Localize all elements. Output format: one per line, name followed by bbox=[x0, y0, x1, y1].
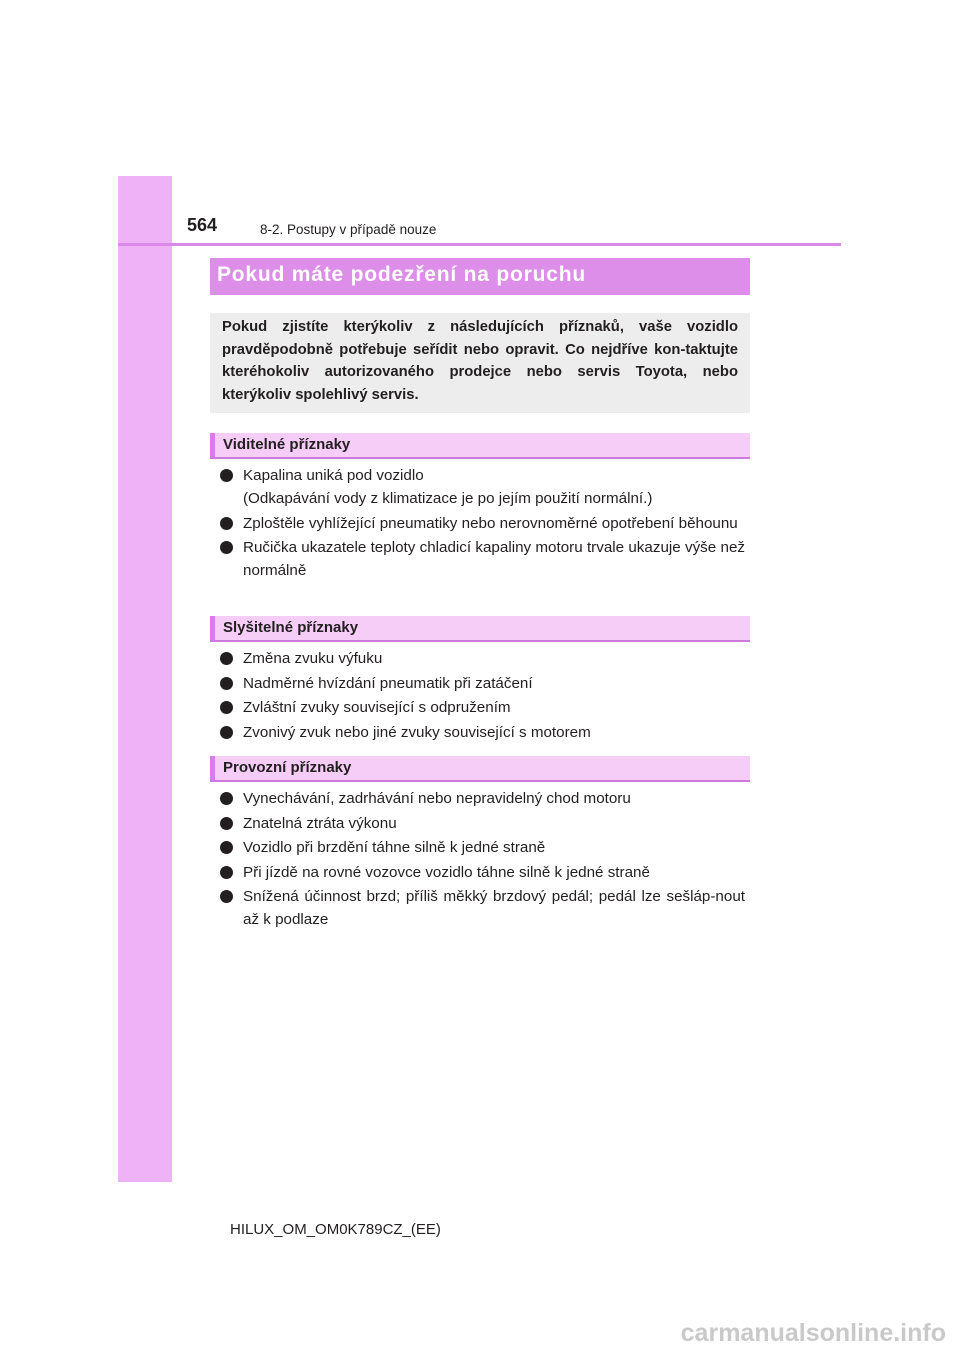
list-item bbox=[220, 787, 745, 810]
bullet-icon bbox=[220, 890, 233, 903]
list-item-text: Zvonivý zvuk nebo jiné zvuky související s motorem bbox=[243, 723, 591, 741]
list-item bbox=[220, 464, 745, 510]
side-tab-band bbox=[118, 176, 172, 1182]
list-item bbox=[220, 885, 745, 931]
list-item bbox=[220, 836, 745, 859]
section-header-operational bbox=[210, 756, 750, 782]
bullet-icon bbox=[220, 701, 233, 714]
section-heading: Viditelné příznaky bbox=[223, 436, 351, 453]
list-item-text: Ručička ukazatele teploty chladicí kapaliny motoru trvale ukazuje výše než normálně bbox=[243, 539, 745, 579]
list-item bbox=[220, 536, 745, 582]
list-item-text: Snížená účinnost brzd; příliš měkký brzdový pedál; pedál lze sešláp-nout až k podlaze bbox=[243, 888, 745, 928]
page-number: 564 bbox=[187, 215, 218, 235]
bullet-icon bbox=[220, 817, 233, 830]
bullet-icon bbox=[220, 841, 233, 854]
list-item bbox=[220, 721, 745, 744]
watermark: carmanualsonline.info bbox=[680, 1319, 946, 1347]
list-item-text: Při jízdě na rovné vozovce vozidlo táhne silně k jedné straně bbox=[243, 863, 650, 881]
intro-box bbox=[210, 313, 750, 413]
symptom-list-operational bbox=[220, 787, 745, 933]
list-item bbox=[220, 512, 745, 535]
chapter-heading: 8-2. Postupy v případě nouze bbox=[260, 222, 437, 237]
list-item-text: Vynechávání, zadrhávání nebo nepravidelný chod motoru bbox=[243, 790, 631, 807]
intro-text: Pokud zjistíte kterýkoliv z následujících příznaků, vaše vozidlo pravděpodobně potřebuje seřídit nebo opravit. Co nejdříve kon-taktujte kteréhokoliv autorizovaného prodejce nebo servis Toyota, nebo kterýkoliv spolehlivý servis. bbox=[222, 319, 738, 403]
section-heading: Slyšitelné příznaky bbox=[223, 619, 359, 636]
list-item bbox=[220, 696, 745, 719]
list-item bbox=[220, 672, 745, 695]
symptom-list-audible bbox=[220, 647, 745, 745]
section-header-audible bbox=[210, 616, 750, 642]
bullet-icon bbox=[220, 792, 233, 805]
list-item bbox=[220, 812, 745, 835]
bullet-icon bbox=[220, 652, 233, 665]
list-item-text: Nadměrné hvízdání pneumatik při zatáčení bbox=[243, 674, 533, 692]
bullet-icon bbox=[220, 517, 233, 530]
list-item-note: (Odkapávání vody z klimatizace je po jejím použití normální.) bbox=[243, 490, 653, 507]
list-item bbox=[220, 861, 745, 884]
bullet-icon bbox=[220, 469, 233, 482]
list-item-text: Vozidlo při brzdění táhne silně k jedné straně bbox=[243, 839, 546, 856]
list-item bbox=[220, 647, 745, 670]
header-divider bbox=[118, 243, 841, 246]
section-header-visible bbox=[210, 433, 750, 459]
document-code-footer: HILUX_OM_OM0K789CZ_(EE) bbox=[230, 1221, 441, 1238]
bullet-icon bbox=[220, 726, 233, 739]
bullet-icon bbox=[220, 677, 233, 690]
section-heading: Provozní příznaky bbox=[223, 759, 352, 776]
bullet-icon bbox=[220, 541, 233, 554]
list-item-text: Znatelná ztráta výkonu bbox=[243, 814, 397, 832]
symptom-list-visible bbox=[220, 464, 745, 584]
page-title: Pokud máte podezření na poruchu bbox=[217, 263, 587, 286]
list-item-text: Změna zvuku výfuku bbox=[243, 650, 383, 667]
section-title-bar bbox=[210, 258, 750, 295]
list-item-text: Zvláštní zvuky související s odpružením bbox=[243, 699, 511, 716]
list-item-text: Kapalina uniká pod vozidlo bbox=[243, 467, 424, 484]
list-item-text: Zploštěle vyhlížející pneumatiky nebo nerovnoměrné opotřebení běhounu bbox=[243, 514, 738, 532]
bullet-icon bbox=[220, 866, 233, 879]
